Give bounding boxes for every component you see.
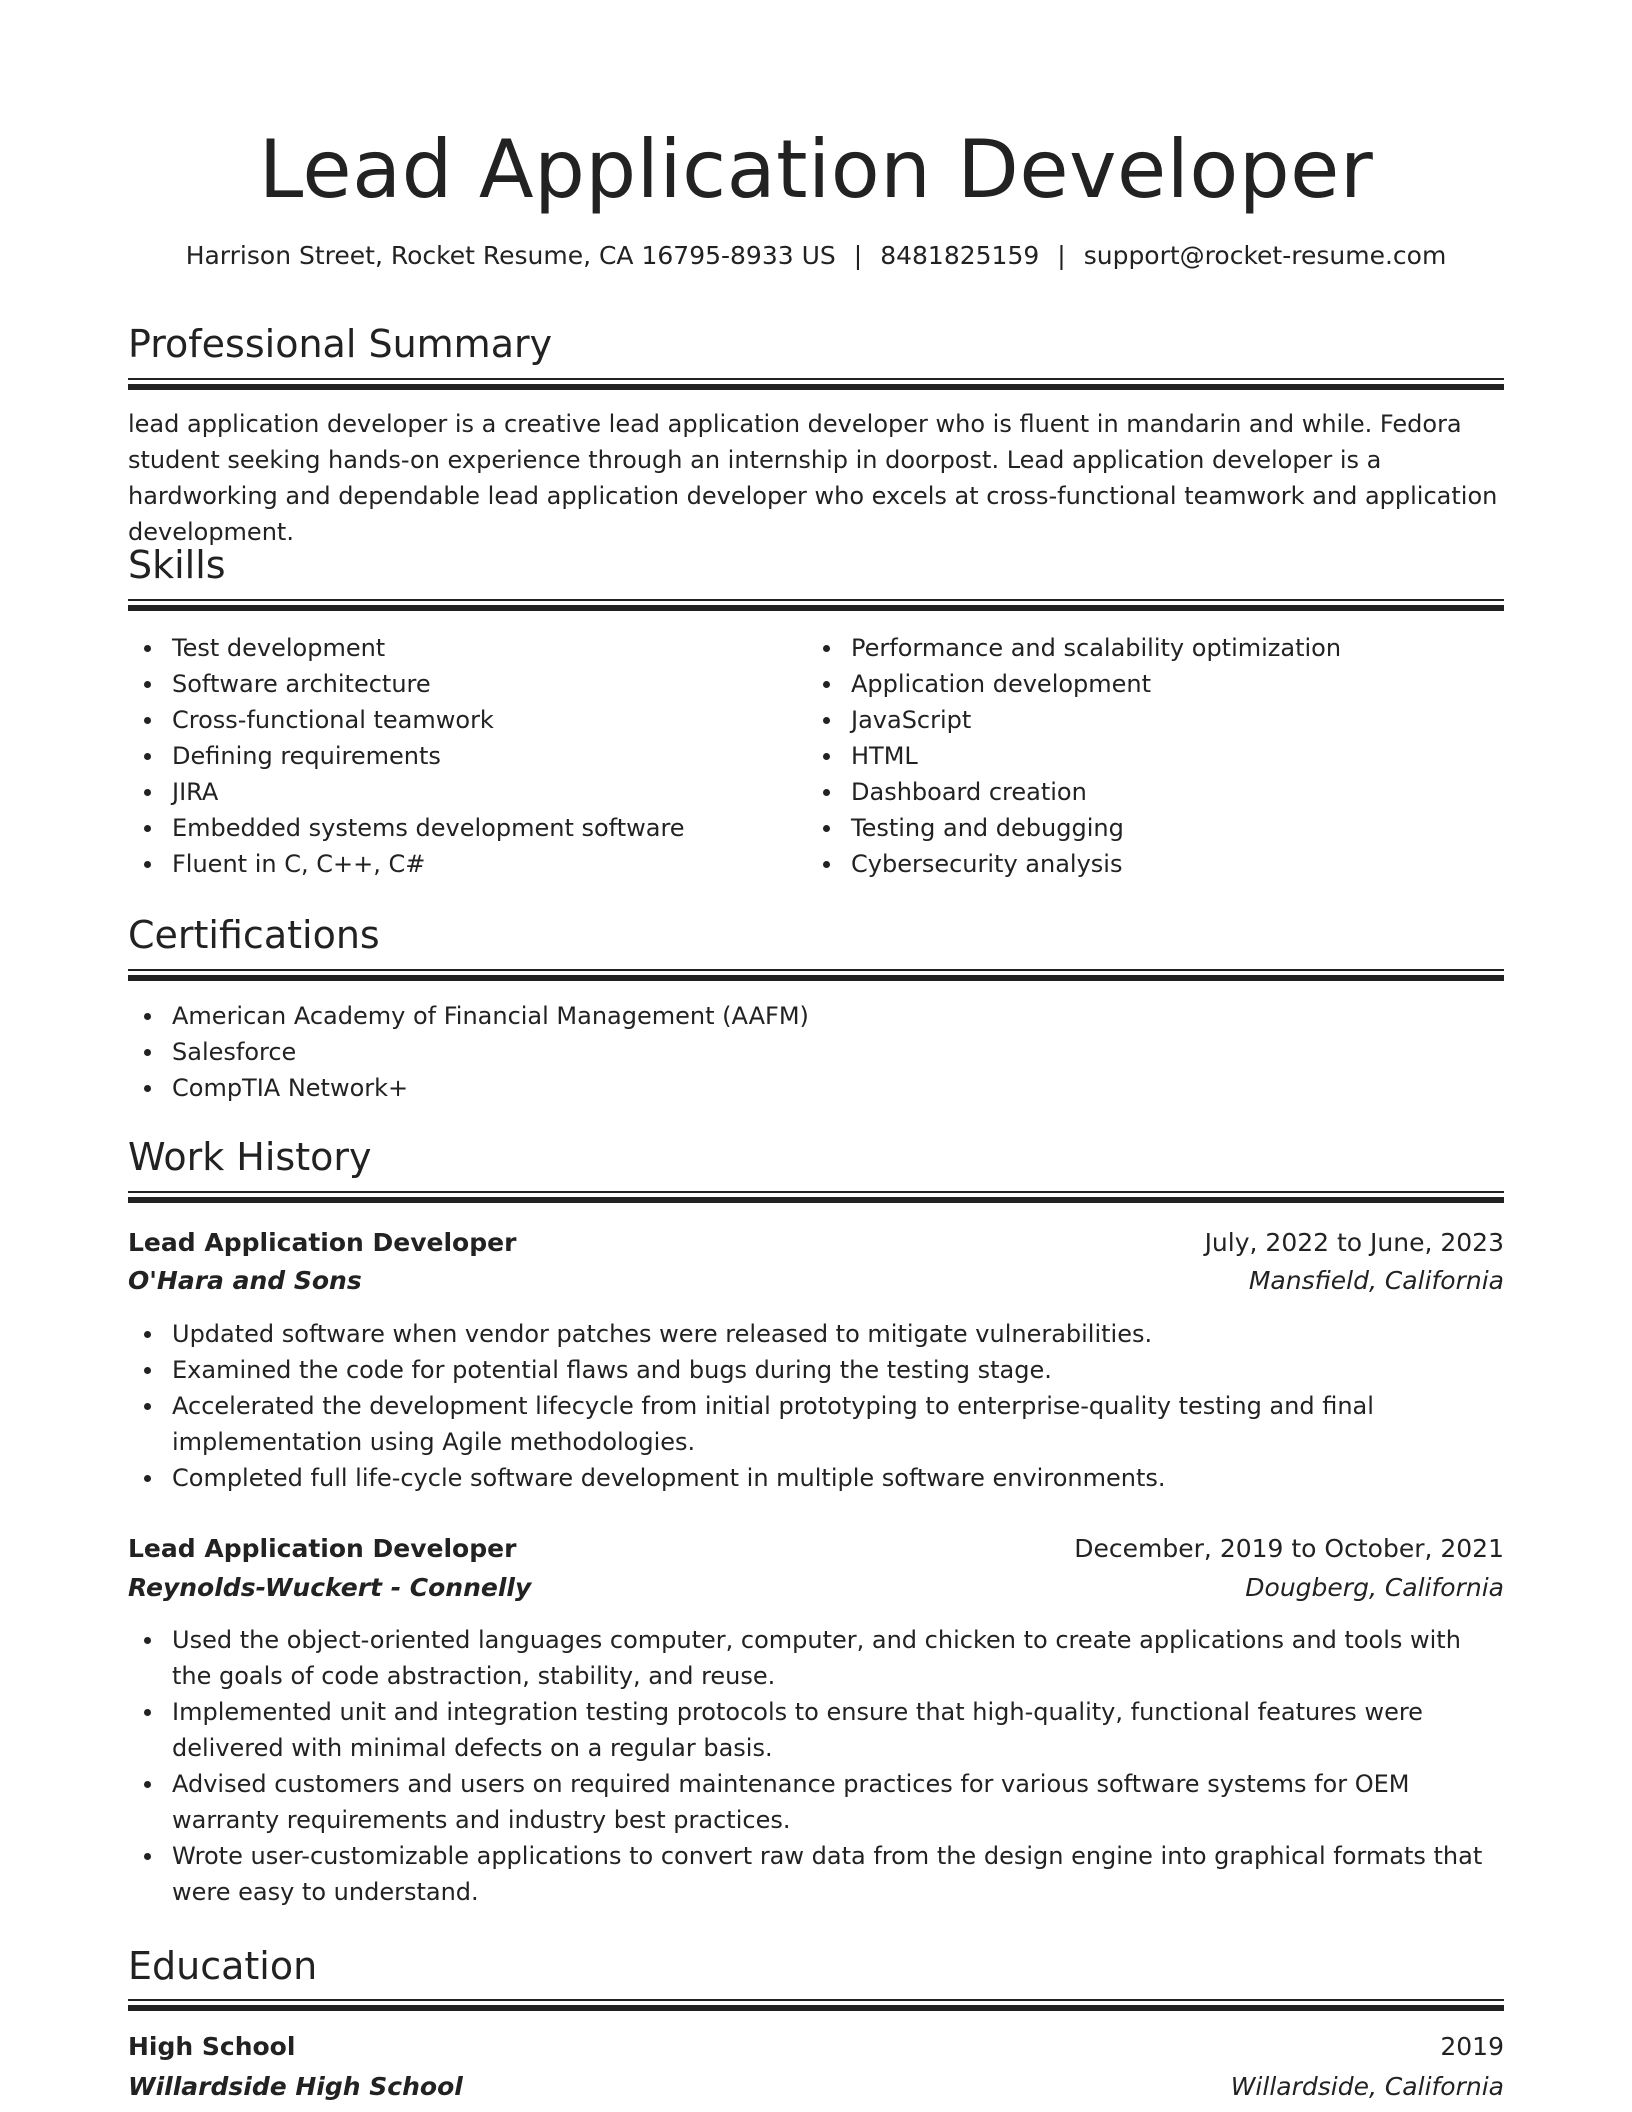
skill-item: Performance and scalability optimization <box>807 630 1504 666</box>
skill-item: Software architecture <box>128 666 788 702</box>
summary-heading: Professional Summary <box>128 322 553 366</box>
contact-line <box>128 238 1504 274</box>
skill-item: Fluent in C, C++, C# <box>128 846 788 882</box>
job-duties <box>128 1622 1504 1910</box>
job-company: Reynolds-Wuckert - Connelly <box>128 1573 532 1602</box>
work-heading: Work History <box>128 1135 372 1179</box>
skill-item: Cross-functional teamwork <box>128 702 788 738</box>
contact-email: support@rocket-resume.com <box>1083 241 1447 270</box>
education-divider <box>128 1999 1504 2013</box>
duty-item: Implemented unit and integration testing protocols to ensure that high-quality, functional features were delivered with minimal defects on a regular basis. <box>128 1694 1504 1766</box>
skill-item: HTML <box>807 738 1504 774</box>
certifications-list <box>128 998 1504 1106</box>
skill-item: Defining requirements <box>128 738 788 774</box>
job-location: Dougberg, California <box>1245 1573 1504 1602</box>
job-header <box>128 1529 1504 1569</box>
job-location: Mansfield, California <box>1248 1266 1504 1295</box>
skill-item: Dashboard creation <box>807 774 1504 810</box>
job-title: Lead Application Developer <box>128 1534 517 1563</box>
certifications-block <box>128 998 1504 1106</box>
contact-phone: 8481825159 <box>880 241 1040 270</box>
job-header <box>128 1223 1504 1263</box>
certification-item: Salesforce <box>128 1034 1504 1070</box>
education-heading: Education <box>128 1944 318 1988</box>
duty-item: Advised customers and users on required maintenance practices for various software systems for OEM warranty requirements and industry best practices. <box>128 1766 1504 1838</box>
summary-text: lead application developer is a creative lead application developer who is fluent in mandarin and while. Fedora student seeking hands-on experience through an internship in doorpost. Lead application developer is a hardworking and dependable lead application developer who excels at cross-functional teamwork and application development. <box>128 410 1498 546</box>
job-duties-list <box>128 1622 1504 1910</box>
work-divider <box>128 1191 1504 1205</box>
skill-item: JavaScript <box>807 702 1504 738</box>
skill-item: Embedded systems development software <box>128 810 788 846</box>
certifications-heading: Certifications <box>128 913 380 957</box>
resume-name: Lead Application Developer <box>258 123 1374 216</box>
skills-divider <box>128 599 1504 613</box>
duty-item: Examined the code for potential flaws and bugs during the testing stage. <box>128 1352 1504 1388</box>
skill-item: Testing and debugging <box>807 810 1504 846</box>
job-title: Lead Application Developer <box>128 1228 517 1257</box>
job-subheader <box>128 1568 1504 1608</box>
skill-item: Cybersecurity analysis <box>807 846 1504 882</box>
education-degree: High School <box>128 2032 296 2061</box>
skill-item: JIRA <box>128 774 788 810</box>
job-company: O'Hara and Sons <box>128 1266 362 1295</box>
contact-separator: | <box>1057 241 1066 270</box>
duty-item: Completed full life-cycle software development in multiple software environments. <box>128 1460 1504 1496</box>
education-header <box>128 2027 1504 2067</box>
duty-item: Accelerated the development lifecycle from initial prototyping to enterprise-quality testing and final implementation using Agile methodologies. <box>128 1388 1504 1460</box>
job-dates: December, 2019 to October, 2021 <box>1074 1534 1504 1563</box>
skills-left-list <box>128 630 788 882</box>
job-subheader <box>128 1261 1504 1301</box>
education-school: Willardside High School <box>128 2072 463 2101</box>
summary-divider <box>128 378 1504 392</box>
skill-item: Application development <box>807 666 1504 702</box>
skills-right-list <box>807 630 1504 882</box>
education-year: 2019 <box>1440 2032 1504 2061</box>
certifications-divider <box>128 969 1504 983</box>
education-subheader <box>128 2067 1504 2107</box>
job-dates: July, 2022 to June, 2023 <box>1204 1228 1504 1257</box>
contact-address: Harrison Street, Rocket Resume, CA 16795-8933 US <box>185 241 836 270</box>
skills-right-column <box>807 630 1504 882</box>
duty-item: Used the object-oriented languages computer, computer, and chicken to create applications and tools with the goals of code abstraction, stability, and reuse. <box>128 1622 1504 1694</box>
duty-item: Wrote user-customizable applications to convert raw data from the design engine into graphical formats that were easy to understand. <box>128 1838 1504 1910</box>
education-location: Willardside, California <box>1230 2072 1504 2101</box>
skills-left-column <box>128 630 788 882</box>
certification-item: CompTIA Network+ <box>128 1070 1504 1106</box>
duty-item: Updated software when vendor patches were released to mitigate vulnerabilities. <box>128 1316 1504 1352</box>
contact-separator: | <box>853 241 863 270</box>
certification-item: American Academy of Financial Management (AAFM) <box>128 998 1504 1034</box>
skill-item: Test development <box>128 630 788 666</box>
job-duties <box>128 1316 1504 1496</box>
skills-heading: Skills <box>128 543 226 587</box>
job-duties-list <box>128 1316 1504 1496</box>
